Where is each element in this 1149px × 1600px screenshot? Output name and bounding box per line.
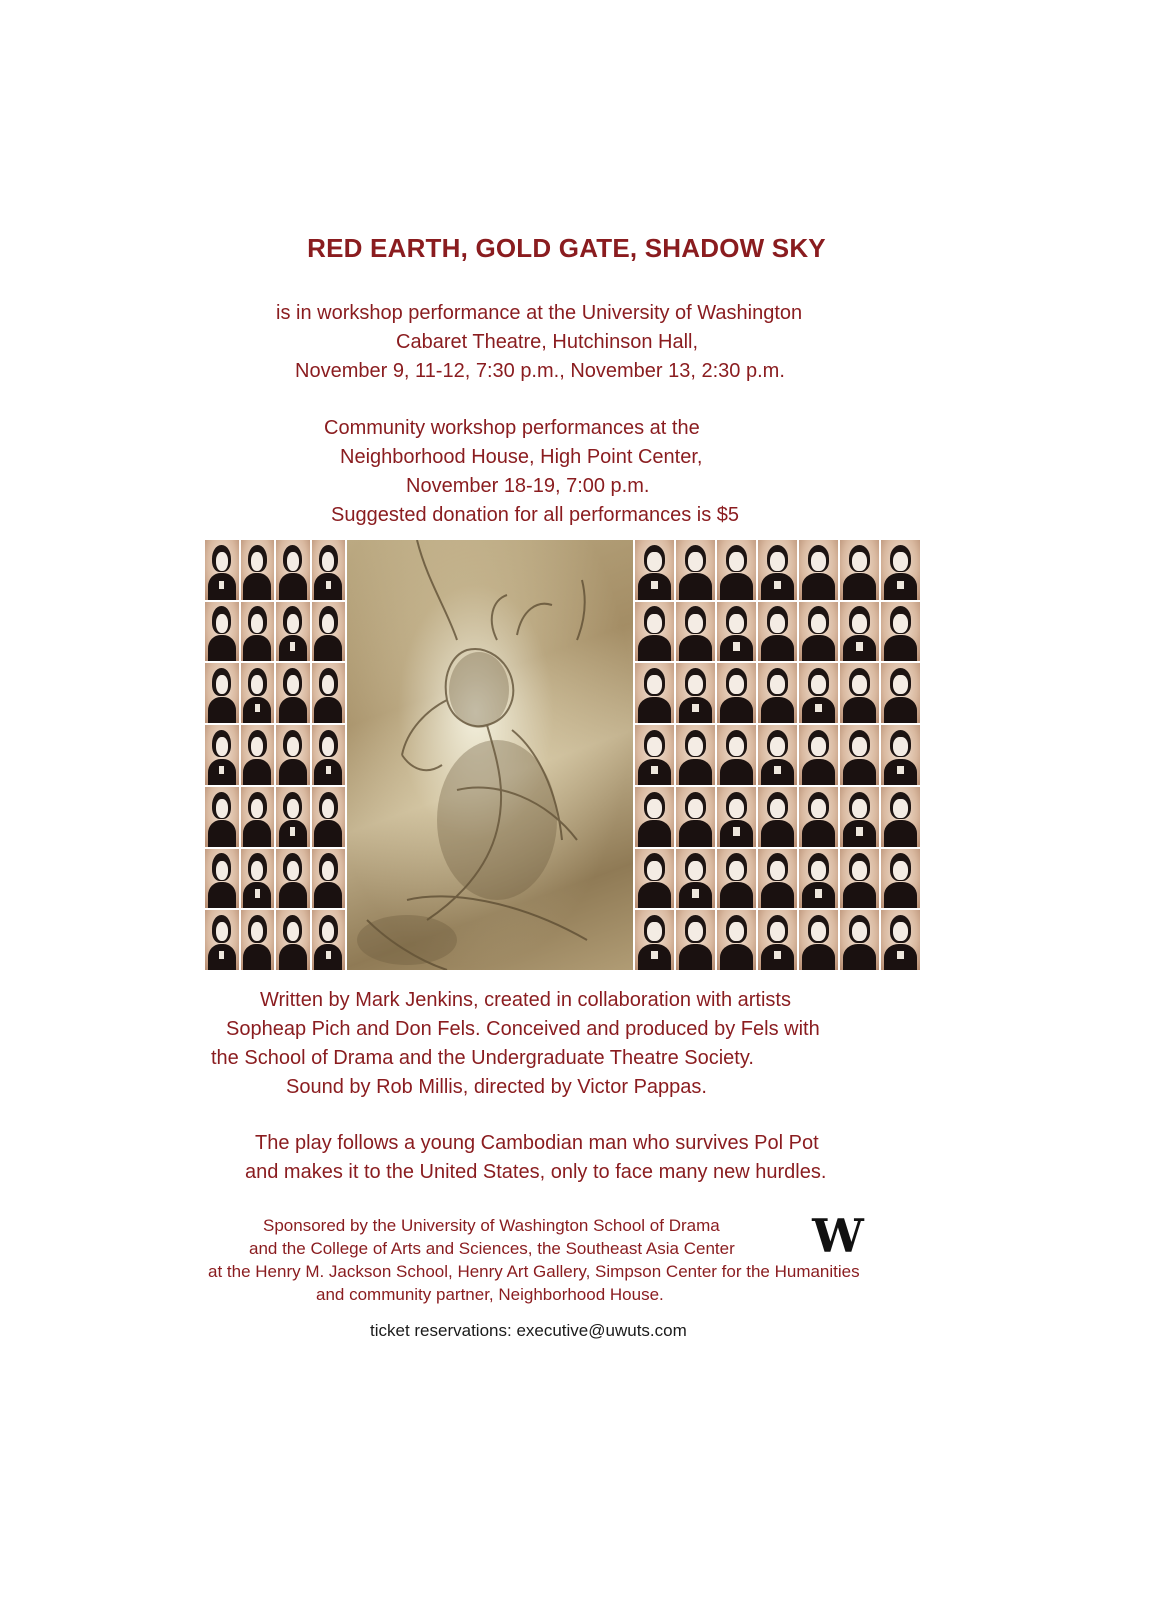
ticket-reservations: ticket reservations: executive@uwuts.com [370,1321,687,1340]
portrait-photo [241,663,275,723]
portrait-photo [881,910,920,970]
portrait-photo [276,725,310,785]
portrait-photo [276,910,310,970]
credits-line-2: Sopheap Pich and Don Fels. Conceived and produced by Fels with [226,1018,820,1040]
portrait-photo [799,663,838,723]
poster-title: RED EARTH, GOLD GATE, SHADOW SKY [307,233,826,263]
photo-collage [205,540,920,970]
portrait-photo [312,540,346,600]
synopsis-line-1: The play follows a young Cambodian man who survives Pol Pot [255,1132,819,1154]
synopsis-line-2: and makes it to the United States, only to face many new hurdles. [245,1161,827,1183]
community-line-1: Community workshop performances at the [324,417,700,439]
portrait-photo [758,540,797,600]
portrait-photo [635,602,674,662]
portrait-photo [758,849,797,909]
portrait-photo [799,787,838,847]
portrait-photo [241,910,275,970]
portrait-photo [881,602,920,662]
portrait-photo [799,849,838,909]
portrait-photo [881,849,920,909]
portrait-photo [881,540,920,600]
portrait-photo [205,787,239,847]
sponsor-line-4: and community partner, Neighborhood House. [316,1285,664,1304]
portrait-photo [205,663,239,723]
portrait-photo [241,602,275,662]
sponsor-line-3: at the Henry M. Jackson School, Henry Art Gallery, Simpson Center for the Humanities [208,1262,860,1281]
portrait-photo [840,725,879,785]
uw-line-3: November 9, 11-12, 7:30 p.m., November 13, 2:30 p.m. [295,360,785,382]
credits-line-3: the School of Drama and the Undergraduate Theatre Society. [211,1047,754,1069]
portrait-grid-left [205,540,345,970]
uw-line-1: is in workshop performance at the University of Washington [276,302,803,324]
portrait-photo [799,910,838,970]
uw-logo: W [812,1209,862,1263]
portrait-photo [758,602,797,662]
portrait-photo [241,725,275,785]
portrait-photo [241,849,275,909]
portrait-photo [717,602,756,662]
portrait-photo [881,787,920,847]
portrait-photo [205,602,239,662]
portrait-photo [717,910,756,970]
portrait-photo [881,663,920,723]
portrait-photo [312,663,346,723]
portrait-photo [276,787,310,847]
portrait-photo [635,787,674,847]
portrait-photo [276,849,310,909]
sponsor-line-1: Sponsored by the University of Washington School of Drama [263,1216,720,1235]
portrait-photo [717,725,756,785]
portrait-photo [312,602,346,662]
portrait-photo [840,849,879,909]
portrait-photo [241,787,275,847]
portrait-photo [881,725,920,785]
portrait-photo [840,787,879,847]
portrait-photo [241,540,275,600]
portrait-photo [840,910,879,970]
portrait-photo [799,540,838,600]
apsara-relief-image [347,540,633,970]
portrait-photo [205,849,239,909]
portrait-photo [676,910,715,970]
credits-line-1: Written by Mark Jenkins, created in collaboration with artists [260,989,791,1011]
portrait-photo [676,787,715,847]
portrait-photo [276,602,310,662]
donation-line: Suggested donation for all performances is $5 [331,504,740,526]
portrait-photo [758,663,797,723]
portrait-photo [205,725,239,785]
portrait-photo [717,849,756,909]
portrait-photo [312,849,346,909]
credits-line-4: Sound by Rob Millis, directed by Victor Pappas. [286,1076,707,1098]
portrait-photo [312,787,346,847]
portrait-photo [635,849,674,909]
portrait-photo [635,663,674,723]
portrait-photo [635,725,674,785]
community-line-3: November 18-19, 7:00 p.m. [406,475,650,497]
portrait-photo [758,787,797,847]
portrait-photo [276,540,310,600]
portrait-photo [635,910,674,970]
portrait-photo [758,725,797,785]
portrait-photo [676,849,715,909]
portrait-photo [676,725,715,785]
portrait-photo [717,663,756,723]
portrait-photo [717,540,756,600]
portrait-photo [799,602,838,662]
portrait-photo [840,540,879,600]
portrait-grid-right [635,540,920,970]
portrait-photo [799,725,838,785]
portrait-photo [840,602,879,662]
community-line-2: Neighborhood House, High Point Center, [340,446,703,468]
portrait-photo [840,663,879,723]
portrait-photo [312,910,346,970]
portrait-photo [676,663,715,723]
portrait-photo [717,787,756,847]
portrait-photo [276,663,310,723]
portrait-photo [312,725,346,785]
portrait-photo [758,910,797,970]
sponsor-line-2: and the College of Arts and Sciences, the Southeast Asia Center [249,1239,735,1258]
portrait-photo [205,540,239,600]
portrait-photo [205,910,239,970]
uw-line-2: Cabaret Theatre, Hutchinson Hall, [396,331,699,353]
portrait-photo [676,602,715,662]
portrait-photo [676,540,715,600]
portrait-photo [635,540,674,600]
